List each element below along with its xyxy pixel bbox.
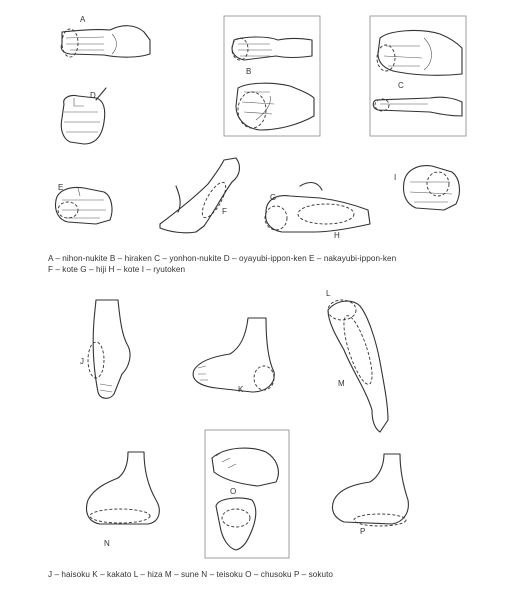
caption-foot-line: J – haisoku K – kakato L – hiza M – sune N – teisoku O – chusoku P – sokuto [48, 570, 334, 579]
hand-c-yonhon-nukite [373, 31, 462, 116]
label-d: D [90, 91, 96, 100]
label-p: P [360, 527, 366, 536]
foot-n-teisoku [87, 452, 160, 548]
label-c: C [398, 81, 404, 90]
label-i: I [394, 173, 397, 182]
label-a: A [80, 15, 86, 24]
label-h: H [334, 231, 340, 240]
label-f: F [222, 207, 227, 216]
foot-j-haisoku [80, 300, 130, 398]
label-e: E [58, 183, 64, 192]
label-m: M [338, 379, 345, 388]
caption-hand-line-1: A – nihon-nukite B – hiraken C – yonhon-nukite D – oyayubi-ippon-ken E – nakayubi-ippon-ken [48, 254, 397, 263]
foot-k-kakato [193, 318, 274, 394]
hand-i-ryutoken [394, 166, 459, 210]
label-j: J [80, 357, 84, 366]
foot-o-chusoku [212, 448, 278, 550]
label-l: L [326, 289, 331, 298]
hand-d-oyayubi-ippon-ken [61, 88, 106, 144]
foot-p-sokuto [332, 454, 408, 536]
arm-g-h-hiji-kote [265, 183, 370, 240]
caption-hand-line-2: F – kote G – hiji H – kote I – ryutoken [48, 265, 186, 274]
hand-a-nihon-nukite [61, 15, 150, 57]
leg-l-m-hiza-sune [326, 289, 388, 432]
label-g: G [270, 193, 277, 202]
arm-f-kote [160, 158, 239, 233]
label-o: O [230, 487, 237, 496]
hand-e-nakayubi-ippon-ken [56, 183, 113, 224]
label-n: N [104, 539, 110, 548]
label-b: B [246, 67, 252, 76]
label-k: K [238, 385, 244, 394]
hand-b-hiraken [232, 37, 314, 130]
